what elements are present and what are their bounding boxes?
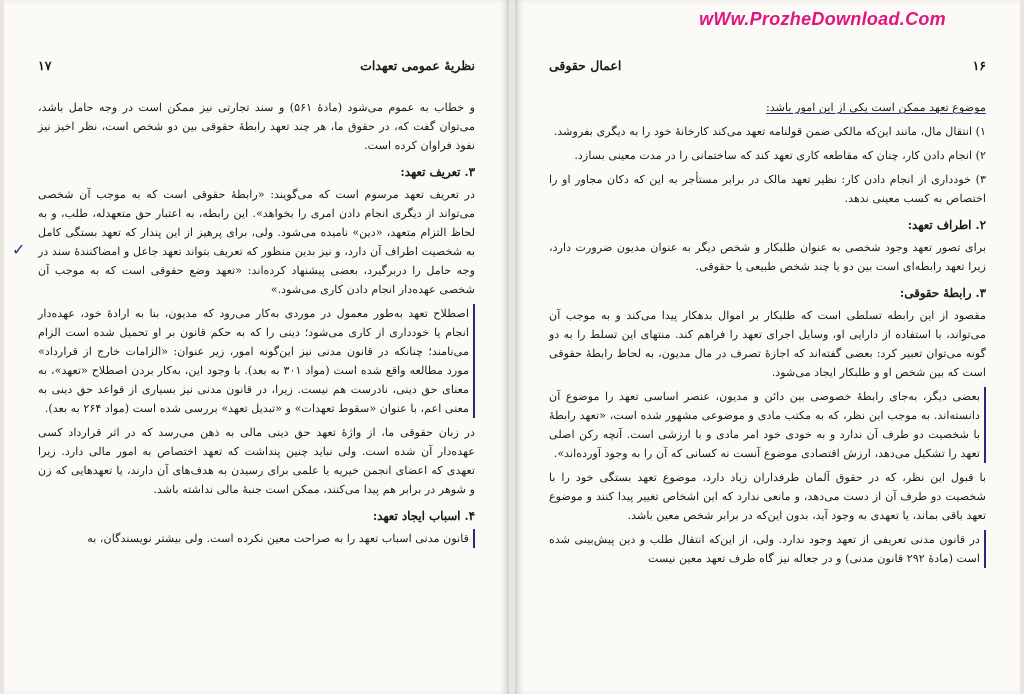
checkmark-icon: ✓	[12, 240, 26, 259]
left-section3-paragraph: در تعریف تعهد مرسوم است که می‌گویند: «رابطهٔ حقوقی است که به موجب آن شخصی می‌تواند از دیگری انجام دادن امری را بخواهد». این رابطه، به اعتبار حق متعهدله، طلب، و به لحاظ التزام متعهد، «دین» نامیده می‌شود. ولی، برای پرهیز از این پندار که تعهد بستگی کامل به شخصیت اطراف آن دارد، و نیز بدین منظور که تعریف بتواند تعهد جاعل و امضاکنندهٔ سند در وجه حامل را دربرگیرد، بعضی پیشنهاد کرده‌اند: «تعهد وضع حقوقی است که به موجب آن شخصی عهده‌دار انجام دادن کاری می‌شود.»	[38, 188, 475, 296]
left-paragraph-intro: و خطاب به عموم می‌شود (مادهٔ ۵۶۱) و سند تجارتی نیز ممکن است در وجه حامل باشد، می‌توان گفت که، در حقوق ما، هر چند تعهد رابطهٔ حقوقی بین دو شخص است، نظر اخیز نیز نفوذ فراوان کرده است.	[38, 101, 475, 152]
left-page-number: ۱۷	[38, 58, 52, 73]
left-section3-paragraph: در زبان حقوقی ما، از واژهٔ تعهد حق دینی مالی به ذهن می‌رسد که در اثر قرارداد کسی عهده‌دار آن شده است. ولی نباید چنین پنداشت که تعهد اختصاص به امور مالی دارد. زیرا تعهدی که اعضای انجمن خیریه یا علمی برای رسیدن به هدف‌های آن دارند، یا تعهدهایی که زن و شوهر در برابر هم پیدا می‌کنند، ممکن است جنبهٔ مالی نداشته باشد.	[38, 426, 475, 496]
right-section3-paragraph: در قانون مدنی تعریفی از تعهد وجود ندارد. ولی، از این‌که انتقال طلب و دین پیش‌بینی شده است (مادهٔ ۲۹۲ قانون مدنی) و در جعاله نیز گاه طرف تعهد معین نیست	[549, 530, 986, 568]
left-page-content	[38, 98, 475, 548]
left-page-header	[38, 56, 475, 75]
left-section3-heading: ۳. تعریف تعهد:	[400, 165, 475, 179]
left-running-title: نظریهٔ عمومی تعهدات	[360, 58, 475, 73]
left-section4-heading: ۴. اسباب ایجاد تعهد:	[372, 509, 475, 523]
right-page-content	[549, 98, 986, 568]
right-running-title: اعمال حقوقی	[549, 58, 622, 73]
right-section2-heading: ۲. اطراف تعهد:	[907, 218, 986, 232]
right-list-item: ۱) انتقال مال، مانند این‌که مالکی ضمن قولنامه تعهد می‌کند کارخانهٔ خود را به دیگری بفروشد.	[553, 125, 986, 138]
right-section3-heading: ۳. رابطهٔ حقوقی:	[899, 286, 986, 300]
watermark: wWw.ProzheDownload.Com	[699, 9, 946, 29]
left-section3-paragraph: اصطلاح تعهد به‌طور معمول در موردی به‌کار می‌رود که مدیون، بنا به ارادهٔ خود، عهده‌دار انجام یا خودداری از کاری می‌شود؛ دینی را که به حکم قانون بر او تحمیل شده است الزام می‌نامند؛ چنانکه در قانون مدنی نیز این‌گونه امور، زیر عنوان: «الزامات خارج از قرارداد» مورد مطالعه واقع شده است (مواد ۳۰۱ به بعد). با وجود این، به‌کار بردن اصطلاح «تعهد»، به معنای حق دینی، نادرست هم نیست. زیرا، در قانون مدنی نیز بسیاری از قواعد حق دینی به معنی اعم، با عنوان «سقوط تعهدات» و «تبدیل تعهد» بررسی شده است (مواد ۲۶۴ به بعد).	[38, 304, 475, 418]
right-section3-paragraph: مقصود از این رابطه تسلطی است که طلبکار بر اموال بدهکار پیدا می‌کند و به موجب آن می‌تواند، با استفاده از دارایی او، وسایل اجرای تعهد را فراهم کند. منتهای این تسلط را به دو گونه می‌توان تعبیر کرد: بعضی گفته‌اند که اجازهٔ تصرف در مال مدیون، به لحاظ رابطهٔ حقوقی است که بین شخص او و طلبکار ایجاد می‌شود.	[549, 309, 986, 379]
right-section2-text: برای تصور تعهد وجود شخصی به عنوان طلبکار و شخص دیگر به عنوان مدیون ضرورت دارد، زیرا تعهد رابطه‌ای است بین دو یا چند شخص طبیعی یا حقوقی.	[549, 241, 986, 273]
right-page-header	[549, 56, 986, 75]
right-page-number: ۱۶	[972, 58, 986, 73]
right-section3-paragraph: با قبول این نظر، که در حقوق آلمان طرفداران زیاد دارد، موضوع تعهد بستگی خود را با شخصیت دو طرف آن از دست می‌دهد، و مانعی ندارد که این اشخاص تغییر پیدا کنند و موضوع تعهد باقی بماند، یا تعهدی به وجود آید، بدون این‌که در برابر شخص معین باشد.	[549, 471, 986, 522]
right-section3-paragraph: بعضی دیگر، به‌جای رابطهٔ خصوصی بین دائن و مدیون، عنصر اساسی تعهد را موضوع آن دانسته‌اند. به موجب این نظر، که به مکتب مادی و موضوعی مشهور شده است، «تعهد رابطهٔ با شخصیت دو طرف آن ندارد و به خودی خود امر مادی و با ارزشی است. آنچه رکن اصلی تعهد را تشکیل می‌دهد، ارزش اقتصادی موضوع آنست نه کسانی که آن را به وجود آورده‌اند».	[549, 387, 986, 463]
right-list-item: ۲) انجام دادن کار، چنان که مقاطعه کاری تعهد کند که ساختمانی را در مدت معینی بسازد.	[574, 149, 986, 162]
right-page	[515, 0, 1020, 694]
left-section4-paragraph: قانون مدنی اسباب تعهد را به صراحت معین نکرده است. ولی بیشتر نویسندگان، به	[38, 529, 475, 548]
right-list-item: ۳) خودداری از انجام دادن کار: نظیر تعهد مالک در برابر مستأجر به این که دکان مجاور او را اختصاص به کسب معینی ندهد.	[549, 173, 986, 205]
left-page	[4, 0, 509, 694]
right-intro: موضوع تعهد ممکن است یکی از این امور باشد:	[765, 101, 986, 114]
